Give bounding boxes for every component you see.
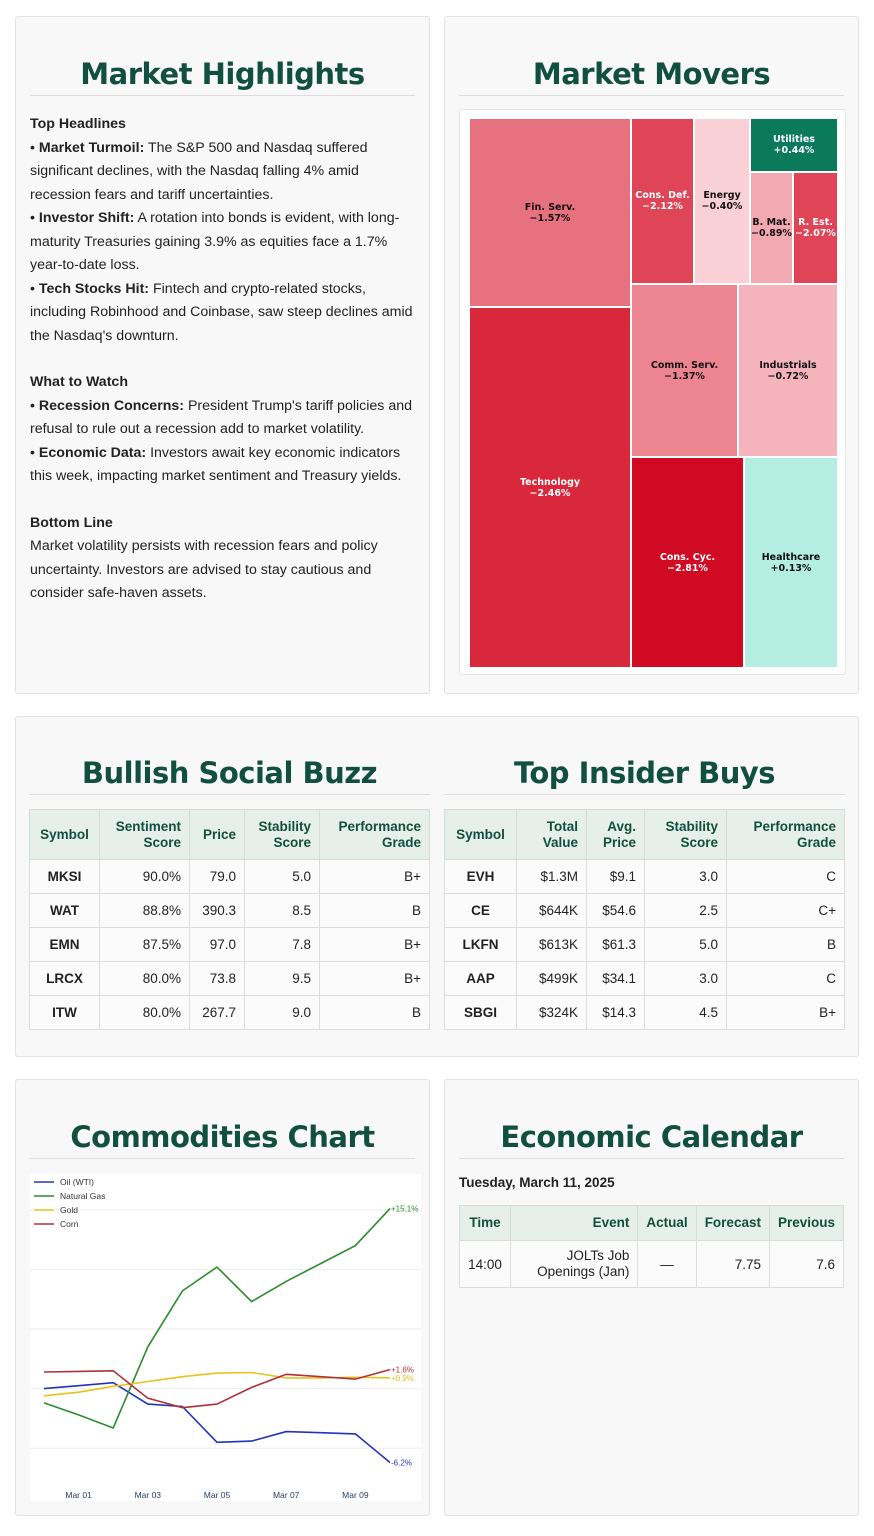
social-buzz-table bbox=[29, 809, 430, 1030]
sector-name: Energy bbox=[703, 190, 741, 201]
table-cell: 5.0 bbox=[245, 860, 320, 894]
top-headlines-section bbox=[30, 113, 415, 348]
social-buzz-title: Bullish Social Buzz bbox=[29, 756, 430, 795]
column-header[interactable]: Performance Grade bbox=[727, 810, 845, 860]
symbol-cell[interactable]: AAP bbox=[445, 962, 517, 996]
sector-name: B. Mat. bbox=[752, 217, 791, 228]
sector-name: Technology bbox=[519, 476, 581, 488]
table-cell: $1.3M bbox=[517, 860, 587, 894]
table-cell: 80.0% bbox=[100, 962, 190, 996]
sector-name: Fin. Serv. bbox=[524, 201, 576, 213]
commodities-chart bbox=[30, 1174, 421, 1501]
table-cell: 9.5 bbox=[245, 962, 320, 996]
table-cell: 4.5 bbox=[645, 996, 727, 1030]
bottom-line-text: Market volatility persists with recession fears and policy uncertainty. Investors are advised to stay cautious and consider safe-haven assets. bbox=[30, 538, 378, 601]
table-cell: $499K bbox=[517, 962, 587, 996]
sector-tile[interactable] bbox=[631, 118, 694, 284]
section-heading: Bottom Line bbox=[30, 514, 113, 531]
legend-label: Natural Gas bbox=[60, 1191, 106, 1201]
market-movers-card bbox=[444, 16, 859, 694]
sector-tile[interactable] bbox=[750, 172, 793, 284]
sector-tile[interactable] bbox=[750, 118, 838, 172]
table-cell: 80.0% bbox=[100, 996, 190, 1030]
table-cell: C bbox=[727, 860, 845, 894]
table-cell: 90.0% bbox=[100, 860, 190, 894]
sector-name: R. Est. bbox=[798, 217, 833, 228]
economic-calendar-card bbox=[444, 1079, 859, 1516]
table-cell: B+ bbox=[320, 860, 430, 894]
table-cell: $613K bbox=[517, 928, 587, 962]
x-tick-label: Mar 07 bbox=[272, 1490, 300, 1500]
symbol-cell[interactable]: LRCX bbox=[30, 962, 100, 996]
table-row[interactable] bbox=[30, 860, 430, 894]
column-header[interactable]: Forecast bbox=[696, 1206, 769, 1241]
market-highlights-title: Market Highlights bbox=[30, 57, 415, 96]
x-tick-label: Mar 03 bbox=[134, 1490, 162, 1500]
sector-change: −2.07% bbox=[795, 228, 836, 239]
end-value-label: +0.9% bbox=[391, 1373, 414, 1383]
column-header[interactable]: Symbol bbox=[445, 810, 517, 860]
sector-change: −2.12% bbox=[642, 201, 683, 212]
column-header[interactable]: Stability Score bbox=[245, 810, 320, 860]
symbol-cell[interactable]: ITW bbox=[30, 996, 100, 1030]
end-value-label: -6.2% bbox=[391, 1458, 412, 1468]
series-line bbox=[44, 1209, 390, 1428]
table-row[interactable] bbox=[445, 894, 845, 928]
table-cell: 8.5 bbox=[245, 894, 320, 928]
table-cell: 9.0 bbox=[245, 996, 320, 1030]
commodities-chart-svg bbox=[30, 1174, 421, 1501]
table-cell: B+ bbox=[320, 928, 430, 962]
cell-time: 14:00 bbox=[460, 1241, 511, 1288]
table-cell: 7.8 bbox=[245, 928, 320, 962]
sector-name: Industrials bbox=[759, 359, 817, 371]
column-header[interactable]: Event bbox=[510, 1206, 637, 1241]
commodities-card bbox=[15, 1079, 430, 1516]
section-heading: Top Headlines bbox=[30, 116, 126, 132]
table-cell: 88.8% bbox=[100, 894, 190, 928]
table-cell: $54.6 bbox=[587, 894, 645, 928]
table-cell: B+ bbox=[727, 996, 845, 1030]
headline-item: • Investor Shift: A rotation into bonds is evident, with long-maturity Treasuries gaining 3.9% as equities face a 1.7% year-to-date loss. bbox=[30, 210, 400, 273]
sector-tile[interactable] bbox=[694, 118, 750, 284]
table-row[interactable] bbox=[445, 962, 845, 996]
sector-treemap bbox=[459, 109, 846, 675]
insider-buys-title: Top Insider Buys bbox=[444, 756, 845, 795]
sector-tile[interactable] bbox=[793, 172, 838, 284]
cell-forecast: 7.75 bbox=[696, 1241, 769, 1288]
sector-name: Cons. Def. bbox=[635, 190, 690, 201]
legend-label: Oil (WTI) bbox=[60, 1177, 94, 1187]
table-row[interactable] bbox=[30, 928, 430, 962]
symbol-cell[interactable]: EMN bbox=[30, 928, 100, 962]
sector-change: −1.37% bbox=[664, 370, 705, 382]
table-cell: $34.1 bbox=[587, 962, 645, 996]
market-movers-title: Market Movers bbox=[459, 57, 844, 96]
table-cell: C+ bbox=[727, 894, 845, 928]
table-cell: B bbox=[320, 894, 430, 928]
table-cell: 2.5 bbox=[645, 894, 727, 928]
insider-buys-table bbox=[444, 809, 845, 1030]
market-highlights-card bbox=[15, 16, 430, 694]
symbol-cell[interactable]: CE bbox=[445, 894, 517, 928]
cell-event: JOLTs Job Openings (Jan) bbox=[510, 1241, 637, 1288]
end-value-label: +15.1% bbox=[391, 1204, 419, 1214]
column-header[interactable]: Actual bbox=[638, 1206, 696, 1241]
column-header[interactable]: Previous bbox=[769, 1206, 843, 1241]
what-to-watch-section bbox=[30, 371, 415, 489]
table-cell: $324K bbox=[517, 996, 587, 1030]
column-header[interactable]: Time bbox=[460, 1206, 511, 1241]
commodities-title: Commodities Chart bbox=[30, 1120, 415, 1159]
sector-tile[interactable] bbox=[744, 457, 838, 668]
economic-calendar-title: Economic Calendar bbox=[459, 1120, 844, 1159]
table-row[interactable] bbox=[30, 962, 430, 996]
table-cell: 97.0 bbox=[190, 928, 245, 962]
table-cell: B+ bbox=[320, 962, 430, 996]
x-tick-label: Mar 05 bbox=[203, 1490, 231, 1500]
sector-tile[interactable] bbox=[631, 284, 738, 457]
table-cell: C bbox=[727, 962, 845, 996]
watch-item: • Recession Concerns: President Trump's tariff policies and refusal to rule out a recession add to market volatility. bbox=[30, 397, 412, 437]
table-cell: $9.1 bbox=[587, 860, 645, 894]
sector-tile[interactable] bbox=[738, 284, 838, 457]
column-header[interactable]: Stability Score bbox=[645, 810, 727, 860]
sector-tile[interactable] bbox=[631, 457, 744, 668]
symbol-cell[interactable]: MKSI bbox=[30, 860, 100, 894]
column-header[interactable]: Price bbox=[190, 810, 245, 860]
table-cell: 73.8 bbox=[190, 962, 245, 996]
symbol-cell[interactable]: EVH bbox=[445, 860, 517, 894]
x-tick-label: Mar 09 bbox=[342, 1490, 369, 1500]
table-cell: 390.3 bbox=[190, 894, 245, 928]
column-header[interactable]: Avg. Price bbox=[587, 810, 645, 860]
sector-change: −1.57% bbox=[529, 212, 571, 224]
table-cell: B bbox=[727, 928, 845, 962]
symbol-cell[interactable]: SBGI bbox=[445, 996, 517, 1030]
cell-previous: 7.6 bbox=[769, 1241, 843, 1288]
end-value-label: +1.6% bbox=[391, 1365, 414, 1375]
column-header[interactable]: Symbol bbox=[30, 810, 100, 860]
symbol-cell[interactable]: WAT bbox=[30, 894, 100, 928]
sector-change: +0.44% bbox=[773, 145, 815, 156]
sector-name: Cons. Cyc. bbox=[659, 551, 716, 563]
cell-actual: — bbox=[638, 1241, 696, 1288]
legend-label: Gold bbox=[60, 1205, 78, 1215]
table-cell: 3.0 bbox=[645, 860, 727, 894]
table-row[interactable] bbox=[445, 928, 845, 962]
table-row[interactable] bbox=[445, 860, 845, 894]
sector-change: −2.81% bbox=[667, 562, 708, 574]
table-cell: 267.7 bbox=[190, 996, 245, 1030]
table-cell: $61.3 bbox=[587, 928, 645, 962]
table-cell: 5.0 bbox=[645, 928, 727, 962]
table-cell: B bbox=[320, 996, 430, 1030]
sector-change: −0.72% bbox=[767, 370, 809, 382]
column-header[interactable]: Total Value bbox=[517, 810, 587, 860]
table-row[interactable] bbox=[30, 996, 430, 1030]
highlights-body bbox=[30, 113, 415, 629]
sector-tile[interactable] bbox=[469, 118, 631, 307]
calendar-table bbox=[459, 1205, 844, 1288]
sector-name: Comm. Serv. bbox=[650, 359, 719, 371]
sector-change: +0.13% bbox=[770, 562, 812, 574]
legend-label: Corn bbox=[60, 1219, 79, 1229]
bottom-line-section bbox=[30, 512, 415, 606]
series-line bbox=[44, 1383, 390, 1463]
table-row bbox=[460, 1241, 844, 1288]
calendar-date: Tuesday, March 11, 2025 bbox=[459, 1175, 615, 1190]
sector-change: −2.46% bbox=[529, 487, 571, 499]
sector-change: −0.89% bbox=[751, 228, 792, 239]
column-header[interactable]: Performance Grade bbox=[320, 810, 430, 860]
sector-name: Utilities bbox=[773, 134, 815, 145]
sector-tile[interactable] bbox=[469, 307, 631, 668]
sector-name: Healthcare bbox=[761, 551, 821, 563]
table-cell: 87.5% bbox=[100, 928, 190, 962]
table-cell: 79.0 bbox=[190, 860, 245, 894]
headline-item: • Tech Stocks Hit: Fintech and crypto-related stocks, including Robinhood and Coinbase, saw steep declines amid the Nasdaq's downturn. bbox=[30, 280, 413, 344]
x-tick-label: Mar 01 bbox=[65, 1490, 92, 1500]
column-header[interactable]: Sentiment Score bbox=[100, 810, 190, 860]
watch-item: • Economic Data: Investors await key economic indicators this week, impacting market sentiment and Treasury yields. bbox=[30, 444, 402, 484]
table-cell: 3.0 bbox=[645, 962, 727, 996]
table-cell: $644K bbox=[517, 894, 587, 928]
table-cell: $14.3 bbox=[587, 996, 645, 1030]
symbol-cell[interactable]: LKFN bbox=[445, 928, 517, 962]
headline-item: • Market Turmoil: The S&P 500 and Nasdaq suffered significant declines, with the Nasdaq falling 4% amid recession fears and tariff uncertainties. bbox=[30, 139, 368, 203]
table-row[interactable] bbox=[30, 894, 430, 928]
sector-change: −0.40% bbox=[701, 201, 743, 212]
section-heading: What to Watch bbox=[30, 374, 128, 390]
table-row[interactable] bbox=[445, 996, 845, 1030]
